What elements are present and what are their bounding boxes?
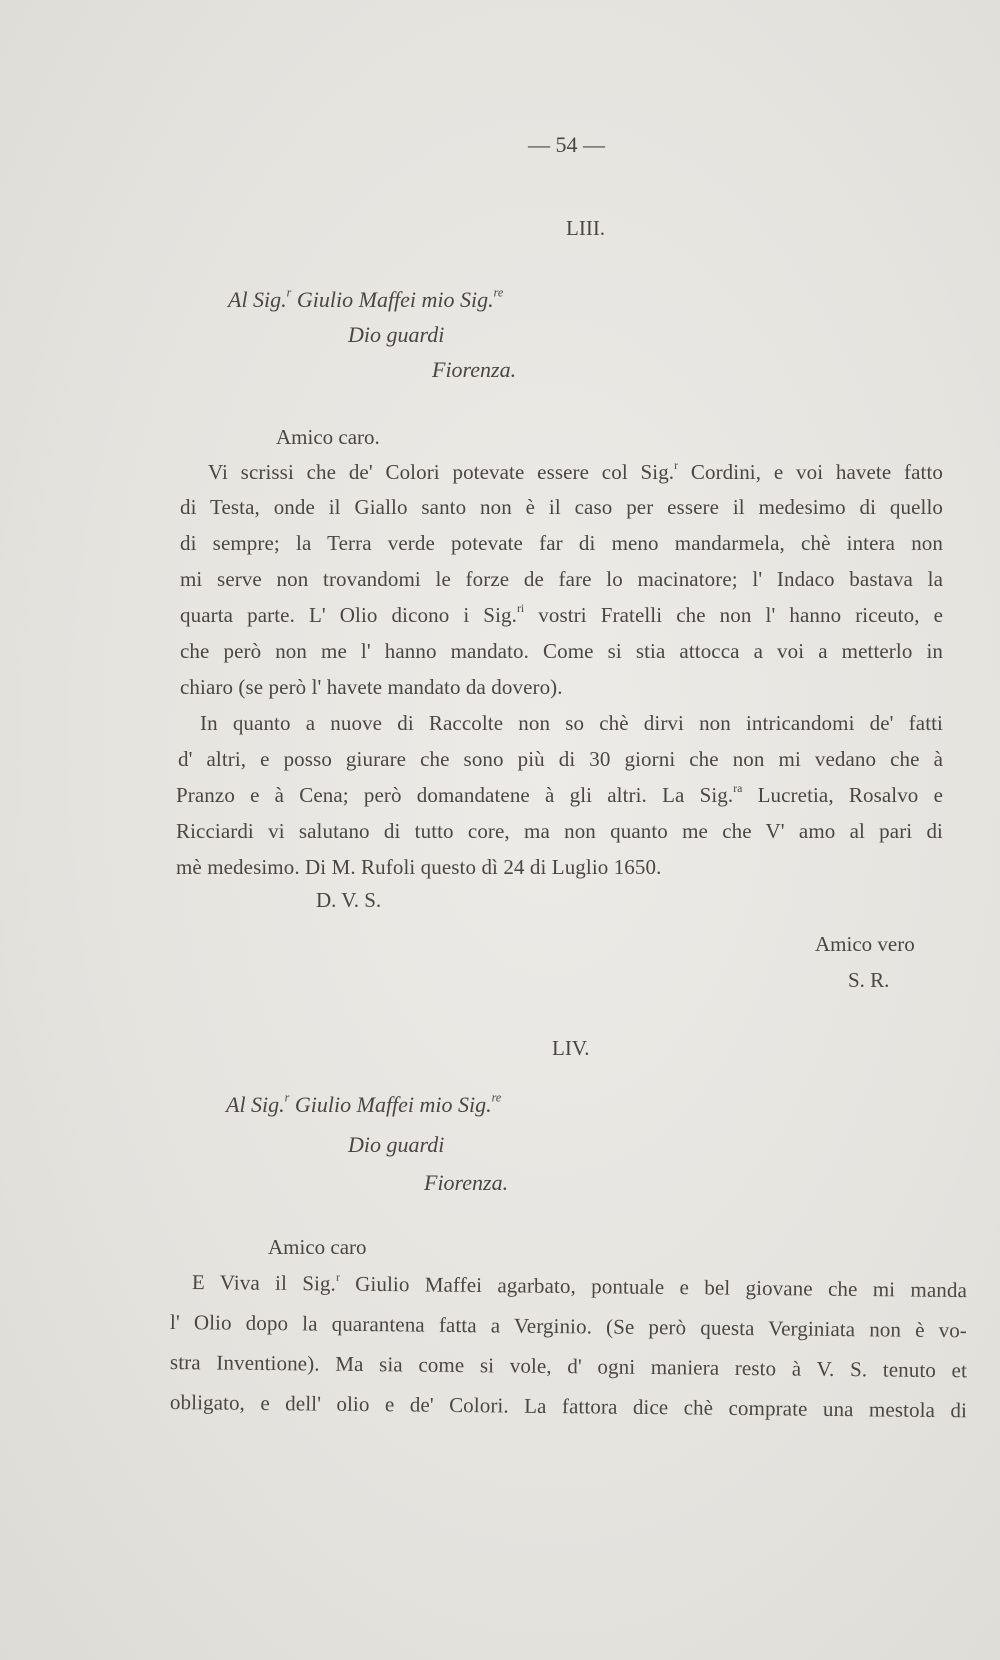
letter-53-address-line1 [228,287,503,313]
letter-54-body-line: E Viva il Sig.$^r$ Giulio Maffei agarbato, pontuale e bel giovane che mi manda [191,1270,968,1303]
letter-53-body-line: mi serve non trovandomi le forze de fare lo macinatore; l' Indaco bastava la [180,567,943,591]
letter-53-signoff-line1: Amico vero [815,932,915,956]
address-name: Giulio Maffei mio Sig. [291,287,494,312]
letter-54-body-line: obligato, e dell' olio e de' Colori. La fattora dice chè comprate una mestola di [169,1390,968,1423]
letter-53-numeral: LIII. [566,216,606,240]
address-prefix: Al Sig. [226,1092,285,1117]
page-number: — 54 — [528,132,605,157]
address-prefix: Al Sig. [228,287,287,312]
letter-54-address-line2: Dio guardi [348,1132,445,1157]
letter-53-body-line: In quanto a nuove di Raccolte non so chè dirvi non intricandomi de' fatti [200,711,943,735]
letter-54-salutation: Amico caro [268,1235,367,1259]
letter-53-body-line: chiaro (se però l' havete mandato da dovero). [180,675,563,699]
address-superscript: re [491,1090,502,1105]
letter-53-body-line: d' altri, e posso giurare che sono più di 30 giorni che non mi vedano che à [178,747,943,771]
letter-53-body-line: di sempre; la Terra verde potevate far di meno mandarmela, chè intera non [180,531,943,555]
address-name: Giulio Maffei mio Sig. [289,1092,492,1117]
letter-53-address-line3: Fiorenza. [432,357,517,382]
letter-53-body-line: Pranzo e à Cena; però domandatene à gli altri. La Sig.$^{ra}$ Lucretia, Rosalvo e [176,783,944,807]
letter-53-body-line: quarta parte. L' Olio dicono i Sig.$^{ri}$ vostri Fratelli che non l' hanno riceuto, e [180,603,944,627]
letter-53-salutation: Amico caro. [276,425,380,449]
address-superscript: re [493,285,504,300]
letter-53-body-line: che però non me l' hanno mandato. Come si stia attocca a voi a metterlo in [180,639,943,663]
letter-53-body-line: di Testa, onde il Giallo santo non è il caso per essere il medesimo di quello [180,495,943,519]
letter-53-signoff-line2: S. R. [848,968,890,992]
letter-53-body-line: mè medesimo. Di M. Rufoli questo dì 24 di Luglio 1650. [176,855,662,879]
letter-54-address-line1 [226,1092,501,1118]
letter-53-closing: D. V. S. [316,888,382,912]
address-superscript: r [286,285,292,300]
letter-54-body-line: stra Inventione). Ma sia come si vole, d' ogni maniera resto à V. S. tenuto et [169,1350,968,1383]
letter-54-address-line3: Fiorenza. [424,1170,509,1195]
letter-53-address-line2: Dio guardi [348,322,445,347]
letter-54-numeral: LIV. [552,1036,590,1060]
letter-53-body-line: Ricciardi vi salutano di tutto core, ma non quanto me che V' amo al pari di [176,819,943,843]
letter-53-body-line: Vi scrissi che de' Colori potevate essere col Sig.$^r$ Cordini, e voi havete fatto [208,460,943,484]
address-superscript: r [284,1090,290,1105]
letter-54-body-line: l' Olio dopo la quarantena fatta a Verginio. (Se però questa Verginiata non è vo- [169,1310,968,1343]
